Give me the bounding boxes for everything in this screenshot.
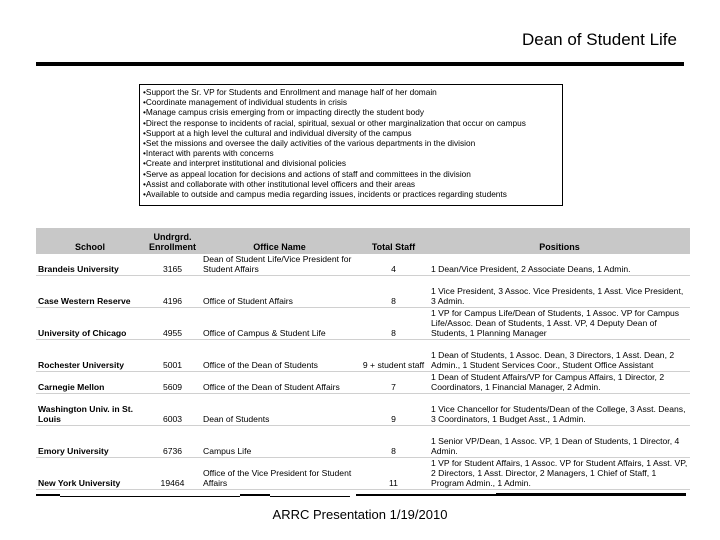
footer-rule-segment (240, 494, 270, 496)
cell-staff: 7 (358, 372, 429, 394)
cell-positions: 1 Dean/Vice President, 2 Associate Deans, 1 Admin. (429, 254, 690, 276)
bullet-item: •Manage campus crisis emerging from or impacting directly the student body (143, 107, 424, 118)
bullet-item: •Available to outside and campus media regarding issues, incidents or practices regarding students (143, 189, 507, 200)
bullet-item: •Create and interpret institutional and divisional policies (143, 158, 347, 169)
comparison-table-wrap (36, 228, 690, 488)
footer-caption: ARRC Presentation 1/19/2010 (272, 507, 448, 522)
footer-rule-segment (270, 496, 350, 497)
bullet-item: •Support at a high level the cultural and individual diversity of the campus (143, 127, 412, 138)
table-row (36, 372, 690, 394)
cell-staff: 9 (358, 394, 429, 426)
cell-staff: 8 (358, 276, 429, 308)
cell-enrollment: 6003 (144, 394, 201, 426)
footer-rule-segment (356, 494, 496, 496)
comparison-table (36, 228, 690, 490)
cell-positions: 1 Senior VP/Dean, 1 Assoc. VP, 1 Dean of Students, 1 Director, 4 Admin. (429, 426, 690, 458)
cell-enrollment: 6736 (144, 426, 201, 458)
cell-office: Dean of Student Life/Vice President for Student Affairs (201, 254, 358, 276)
cell-office: Office of the Dean of Students (201, 340, 358, 372)
cell-school: Brandeis University (36, 254, 144, 276)
cell-school: Case Western Reserve (36, 276, 144, 308)
cell-office: Office of the Dean of Student Affairs (201, 372, 358, 394)
table-row (36, 394, 690, 426)
cell-positions: 1 Dean of Students, 1 Assoc. Dean, 3 Directors, 1 Asst. Dean, 2 Admin., 1 Student Services Coor., Student Office Assistant (429, 340, 690, 372)
footer-rule-segment (496, 493, 686, 496)
cell-staff: 9 + student staff (358, 340, 429, 372)
cell-enrollment: 19464 (144, 458, 201, 490)
cell-positions: 1 Vice Chancellor for Students/Dean of the College, 3 Asst. Deans, 3 Coordinators, 1 Budget Asst., 1 Admin. (429, 394, 690, 426)
cell-office: Office of Campus & Student Life (201, 308, 358, 340)
cell-school: University of Chicago (36, 308, 144, 340)
cell-office: Office of Student Affairs (201, 276, 358, 308)
cell-enrollment: 3165 (144, 254, 201, 276)
footer-rule-segment (36, 494, 60, 496)
table-row (36, 276, 690, 308)
cell-school: Rochester University (36, 340, 144, 372)
title-divider (36, 62, 684, 66)
cell-positions: 1 Vice President, 3 Assoc. Vice Presidents, 1 Asst. Vice President, 3 Admin. (429, 276, 690, 308)
cell-positions: 1 Dean of Student Affairs/VP for Campus Affairs, 1 Director, 2 Coordinators, 1 Financial Manager, 2 Admin. (429, 372, 690, 394)
header-positions: Positions (429, 228, 690, 254)
header-office: Office Name (201, 228, 358, 254)
cell-school: New York University (36, 458, 144, 490)
cell-office: Office of the Vice President for Student Affairs (201, 458, 358, 490)
cell-staff: 8 (358, 308, 429, 340)
footer-rule (36, 490, 686, 498)
table-row (36, 458, 690, 490)
table-row (36, 308, 690, 340)
bullet-item: •Support the Sr. VP for Students and Enrollment and manage half of her domain (143, 87, 437, 97)
cell-staff: 11 (358, 458, 429, 490)
bullet-item: •Set the missions and oversee the daily activities of the various departments in the division (143, 138, 476, 149)
cell-school: Emory University (36, 426, 144, 458)
bullet-item: •Coordinate management of individual students in crisis (143, 97, 347, 108)
cell-school: Washington Univ. in St. Louis (36, 394, 144, 426)
cell-enrollment: 5609 (144, 372, 201, 394)
table-row (36, 254, 690, 276)
bullet-item: •Direct the response to incidents of racial, spiritual, sexual or other marginalization that occur on campus (143, 117, 526, 128)
cell-enrollment: 4196 (144, 276, 201, 308)
header-school: School (36, 228, 144, 254)
table-row (36, 426, 690, 458)
responsibilities-box (139, 84, 563, 206)
table-row (36, 340, 690, 372)
cell-enrollment: 4955 (144, 308, 201, 340)
cell-positions: 1 VP for Student Affairs, 1 Assoc. VP for Student Affairs, 1 Asst. VP, 2 Directors, 1 Asst. Director, 2 Managers, 1 Chief of Staff, 1 Program Admin., 1 Admin. (429, 458, 690, 490)
bullet-item: •Interact with parents with concerns (143, 148, 274, 159)
bullet-item: •Assist and collaborate with other institutional level officers and their areas (143, 178, 416, 189)
cell-office: Dean of Students (201, 394, 358, 426)
footer-rule-segment (60, 496, 240, 497)
cell-office: Campus Life (201, 426, 358, 458)
cell-school: Carnegie Mellon (36, 372, 144, 394)
slide-title: Dean of Student Life (521, 30, 677, 49)
cell-staff: 4 (358, 254, 429, 276)
cell-staff: 8 (358, 426, 429, 458)
cell-positions: 1 VP for Campus Life/Dean of Students, 1 Assoc. VP for Campus Life/Assoc. Dean of Students, 1 Asst. VP, 4 Deputy Dean of Students, 1 Planning Manager (429, 308, 690, 340)
cell-enrollment: 5001 (144, 340, 201, 372)
header-staff: Total Staff (358, 228, 429, 254)
table-header-row (36, 228, 690, 254)
header-enrollment: Undrgrd. Enrollment (144, 228, 201, 254)
bullet-item: •Serve as appeal location for decisions and actions of staff and committees in the division (143, 168, 471, 179)
